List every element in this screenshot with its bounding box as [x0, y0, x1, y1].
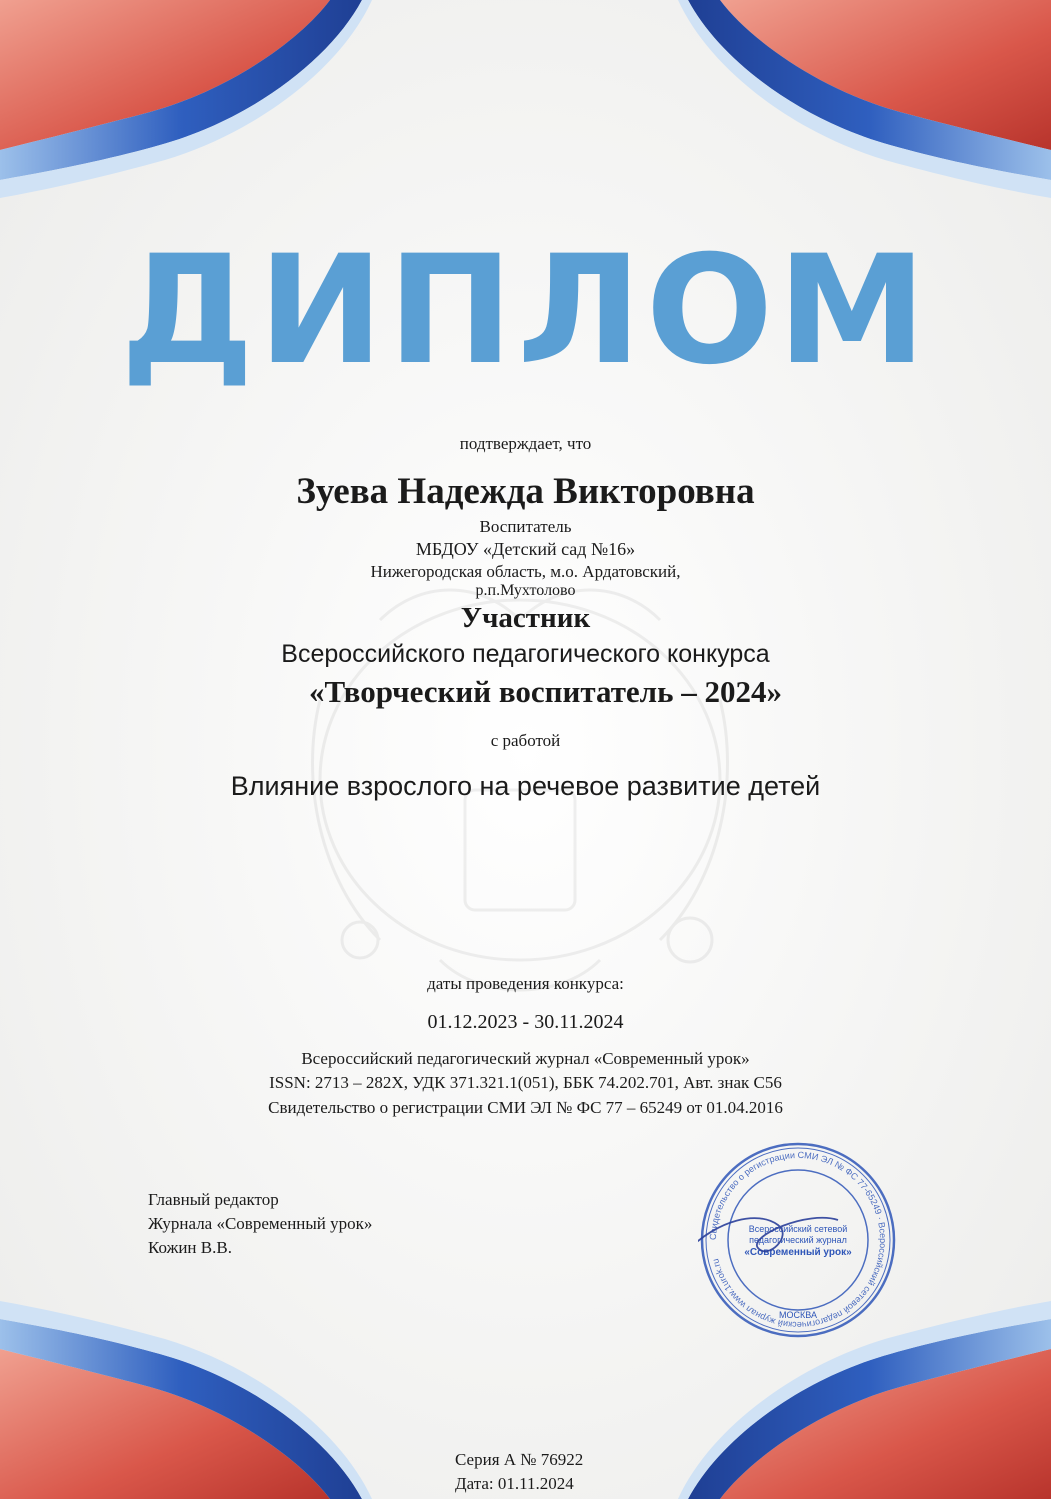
stamp-city: МОСКВА — [779, 1310, 817, 1320]
recipient-locality: р.п.Мухтолово — [475, 582, 576, 599]
stamp-center-line3: «Современный урок» — [744, 1247, 852, 1258]
editor-title: Главный редактор — [148, 1190, 279, 1209]
contest-description: Всероссийского педагогического конкурса — [281, 640, 770, 668]
series-block — [455, 1448, 583, 1496]
recipient-organization: МБДОУ «Детский сад №16» — [415, 539, 636, 559]
with-work-label: с работой — [490, 731, 561, 750]
stamp-center-line2: педагогический журнал — [749, 1235, 847, 1245]
diploma-title: ДИПЛОМ — [120, 224, 931, 398]
journal-name: Всероссийский педагогический журнал «Современный урок» — [301, 1049, 750, 1068]
recipient-name: Зуева Надежда Викторовна — [296, 471, 755, 512]
dates-value: 01.12.2023 - 30.11.2024 — [427, 1011, 624, 1033]
dates-label: даты проведения конкурса: — [427, 974, 624, 993]
stamp-center-line1: Всероссийский сетевой — [748, 1224, 848, 1234]
journal-registration: Свидетельство о регистрации СМИ ЭЛ № ФС 77 – 65249 от 01.04.2016 — [268, 1098, 783, 1117]
work-title: Влияние взрослого на речевое развитие детей — [230, 771, 821, 801]
editor-block — [148, 1188, 372, 1260]
issue-date: Дата: 01.11.2024 — [455, 1474, 574, 1493]
recipient-position: Воспитатель — [479, 517, 572, 536]
recipient-region: Нижегородская область, м.о. Ардатовский, — [370, 562, 681, 581]
journal-issn: ISSN: 2713 – 282X, УДК 371.321.1(051), ББК 74.202.701, Авт. знак С56 — [269, 1073, 782, 1092]
confirms-text: подтверждает, что — [459, 434, 592, 453]
editor-name: Кожин В.В. — [148, 1238, 232, 1257]
participant-status: Участник — [460, 602, 591, 634]
series-number: Серия А № 76922 — [455, 1450, 584, 1469]
contest-name: «Творческий воспитатель – 2024» — [309, 674, 782, 709]
official-stamp — [698, 1140, 898, 1340]
stamp-outer-text: Свидетельство о регистрации СМИ ЭЛ № ФС 77-65249 · Всероссийский сетевой педагогический журнал www.1urok.ru — [707, 1149, 889, 1331]
editor-journal: Журнала «Современный урок» — [148, 1214, 373, 1233]
